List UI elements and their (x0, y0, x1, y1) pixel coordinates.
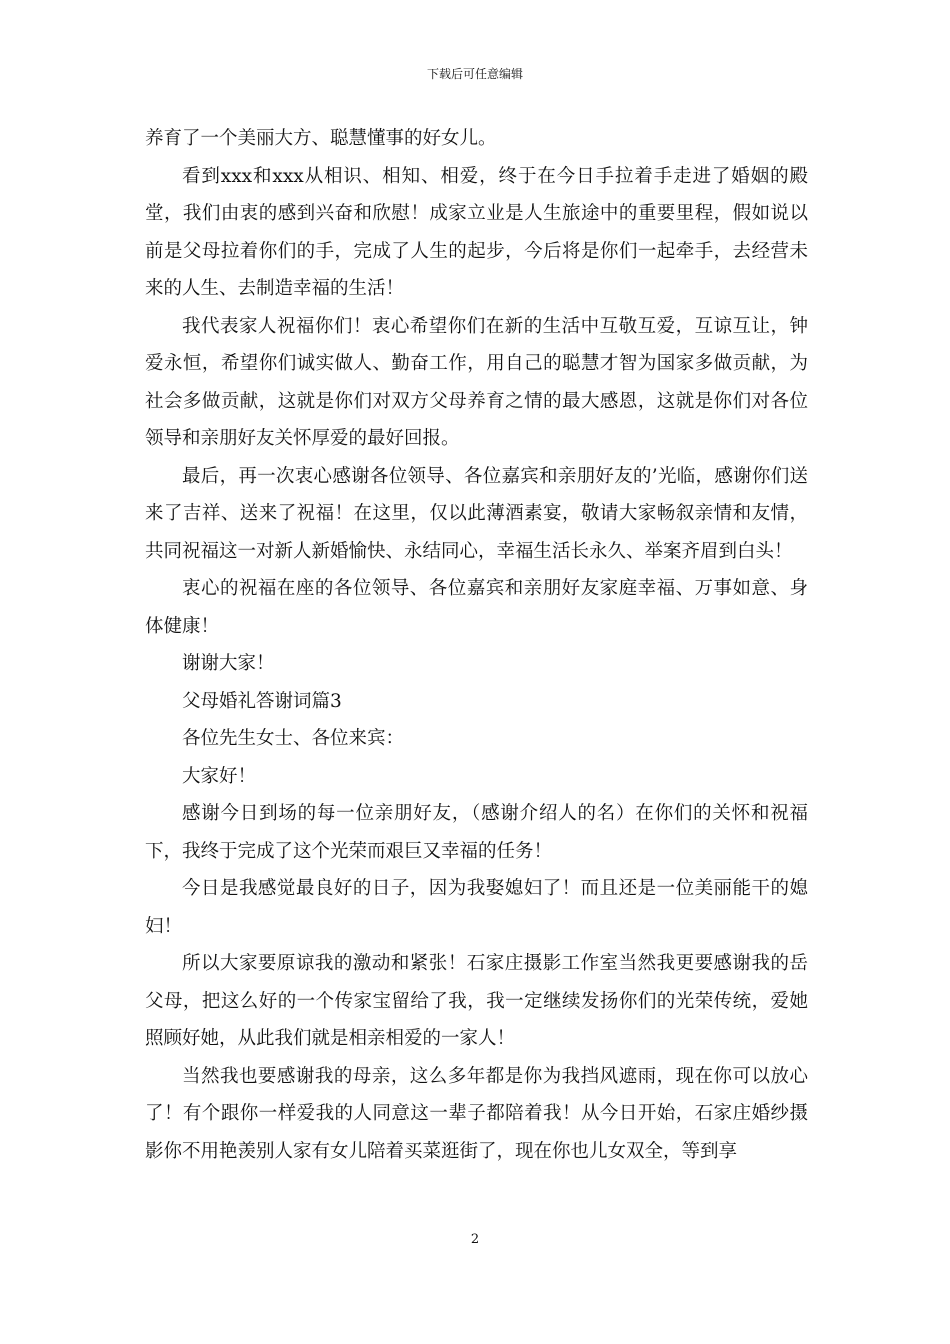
paragraph: 衷心的祝福在座的各位领导、各位嘉宾和亲朋好友家庭幸福、万事如意、身体健康！ (145, 578, 808, 637)
document-body (145, 120, 808, 1170)
page-header: 下载后可任意编辑 (426, 67, 523, 81)
paragraph: 最后，再一次衷心感谢各位领导、各位嘉宾和亲朋好友的’光临，感谢你们送来了吉祥、送来了祝福！在这里，仅以此薄酒素宴，敬请大家畅叙亲情和友情，共同祝福这一对新人新婚愉快、永结同心，幸福生活长永久、举案齐眉到白头！ (145, 465, 808, 562)
paragraph: 我代表家人祝福你们！衷心希望你们在新的生活中互敬互爱，互谅互让，钟爱永恒，希望你们诚实做人、勤奋工作，用自己的聪慧才智为国家多做贡献，为社会多做贡献，这就是你们对双方父母养育之情的最大感恩，这就是你们对各位领导和亲朋好友关怀厚爱的最好回报。 (145, 315, 808, 449)
paragraph: 今日是我感觉最良好的日子，因为我娶媳妇了！而且还是一位美丽能干的媳妇！ (145, 878, 808, 937)
page-number: 2 (470, 1232, 480, 1247)
paragraph: 感谢今日到场的每一位亲朋好友，（感谢介绍人的名）在你们的关怀和祝福下，我终于完成了这个光荣而艰巨又幸福的任务！ (145, 803, 808, 862)
paragraph: 看到xxx和xxx从相识、相知、相爱，终于在今日手拉着手走进了婚姻的殿堂，我们由衷的感到兴奋和欣慰！成家立业是人生旅途中的重要里程，假如说以前是父母拉着你们的手，完成了人生的起步，今后将是你们一起牵手，去经营未来的人生、去制造幸福的生活！ (145, 165, 808, 299)
salutation: 各位先生女士、各位来宾： (182, 728, 405, 749)
section-title: 父母婚礼答谢词篇3 (182, 690, 342, 712)
paragraph: 所以大家要原谅我的激动和紧张！石家庄摄影工作室当然我更要感谢我的岳父母，把这么好的一个传家宝留给了我，我一定继续发扬你们的光荣传统，爱她照顾好她，从此我们就是相亲相爱的一家人！ (145, 953, 808, 1049)
paragraph: 当然我也要感谢我的母亲，这么多年都是你为我挡风遮雨，现在你可以放心了！有个跟你一样爱我的人同意这一辈子都陪着我！从今日开始，石家庄婚纱摄影你不用艳羡别人家有女儿陪着买菜逛街了，现在你也儿女双全，等到享 (145, 1065, 808, 1162)
paragraph: 养育了一个美丽大方、聪慧懂事的好女儿。 (145, 128, 497, 149)
closing-thanks: 谢谢大家！ (182, 653, 275, 674)
greeting: 大家好！ (182, 765, 257, 787)
